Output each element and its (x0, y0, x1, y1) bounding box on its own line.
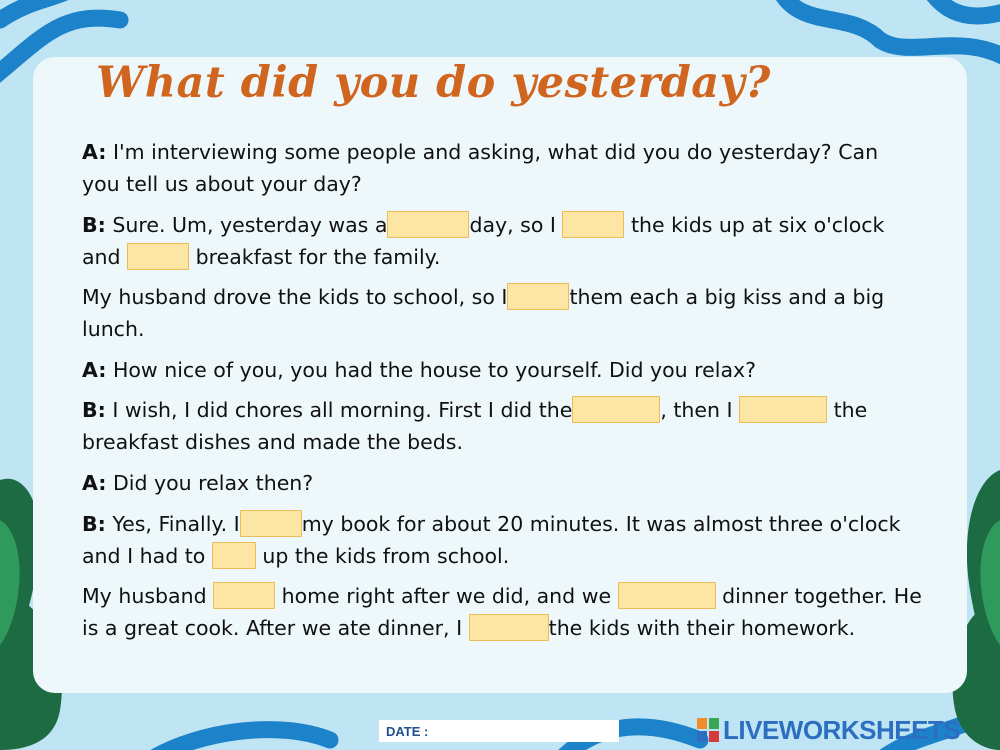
answer-blank-input[interactable] (469, 614, 549, 641)
speaker-label: A: (82, 140, 107, 164)
speaker-label: A: (82, 470, 107, 495)
dialogue-text-segment: my book for about 20 minutes. It was almost three o'clock and I had to (82, 511, 901, 568)
dialogue-text-segment: the kids with their homework. (548, 616, 856, 641)
speaker-label: B: (82, 212, 106, 237)
answer-blank-input[interactable] (212, 542, 256, 569)
dialogue-text-segment: I wish, I did chores all morning. First I did the (105, 398, 573, 423)
dialogue-text-segment: dinner together. He is a great cook. After we ate dinner, I (82, 584, 922, 641)
dialogue-text-segment: Did you relax then? (106, 470, 314, 495)
answer-blank-input[interactable] (240, 510, 302, 537)
answer-blank-input[interactable] (127, 243, 189, 270)
speaker-label: B: (82, 398, 106, 423)
dialogue-text (82, 136, 922, 653)
date-label: DATE : (386, 723, 429, 739)
liveworksheets-brand (697, 715, 960, 745)
dialogue-paragraph (82, 394, 922, 458)
answer-blank-input[interactable] (387, 211, 469, 238)
answer-blank-input[interactable] (572, 396, 660, 423)
dialogue-text-segment: up the kids from school. (255, 543, 510, 568)
brand-name: LIVEWORKSHEETS (723, 714, 961, 745)
answer-blank-input[interactable] (562, 211, 624, 238)
speaker-label: B: (82, 511, 106, 536)
answer-blank-input[interactable] (618, 582, 716, 609)
dialogue-text-segment: the breakfast dishes and made the beds. (82, 398, 868, 455)
dialogue-paragraph (82, 508, 922, 572)
dialogue-paragraph (82, 136, 922, 200)
worksheet-title: What did you do yesterday? (96, 58, 771, 108)
dialogue-text-segment: home right after we did, and we (275, 584, 618, 609)
dialogue-paragraph (82, 580, 922, 644)
answer-blank-input[interactable] (739, 396, 827, 423)
dialogue-text-segment: Sure. Um, yesterday was a (105, 212, 388, 237)
dialogue-paragraph (82, 281, 922, 345)
dialogue-text-segment: Yes, Finally. I (105, 511, 240, 536)
dialogue-paragraph (82, 209, 922, 273)
answer-blank-input[interactable] (213, 582, 275, 609)
dialogue-text-segment: breakfast for the family. (189, 244, 441, 269)
date-field[interactable] (379, 720, 619, 742)
dialogue-paragraph (82, 467, 922, 499)
dialogue-text-segment: I'm interviewing some people and asking, what did you do yesterday? Can you tell us about your day? (82, 140, 879, 196)
dialogue-paragraph (82, 354, 922, 386)
dialogue-text-segment: the kids up at six o'clock and (82, 212, 885, 269)
speaker-label: A: (82, 357, 107, 382)
dialogue-text-segment: , then I (660, 398, 740, 423)
dialogue-text-segment: day, so I (469, 212, 563, 237)
dialogue-text-segment: My husband (82, 584, 214, 609)
liveworksheets-logo-icon (697, 718, 719, 742)
dialogue-text-segment: My husband drove the kids to school, so I (82, 285, 508, 310)
dialogue-text-segment: them each a big kiss and a big lunch. (82, 285, 885, 342)
answer-blank-input[interactable] (507, 283, 569, 310)
dialogue-text-segment: How nice of you, you had the house to yourself. Did you relax? (106, 357, 757, 382)
